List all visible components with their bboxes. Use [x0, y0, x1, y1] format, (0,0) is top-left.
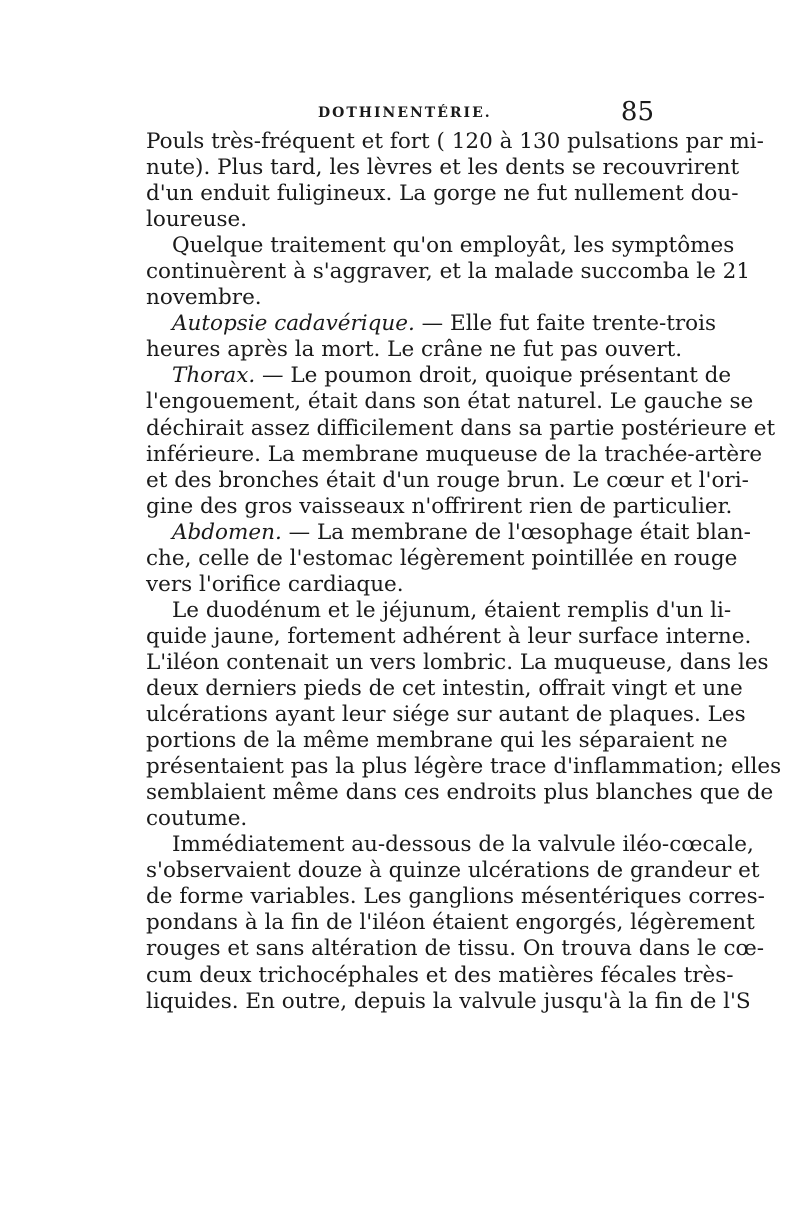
- text-line: Pouls très-fréquent et fort ( 120 à 130 pulsations par mi-: [146, 129, 764, 154]
- text-line: pondans à la fin de l'iléon étaient engorgés, légèrement: [146, 910, 755, 936]
- text-line: rouges et sans altération de tissu. On trouva dans le cœ-: [146, 936, 765, 962]
- page-number: 85: [620, 97, 654, 127]
- text-line: déchirait assez difficilement dans sa partie postérieure et: [146, 415, 776, 441]
- text-line: cum deux trichocéphales et des matières fécales très-: [146, 962, 734, 988]
- text-line: continuèrent à s'aggraver, et la malade succomba le 21: [146, 259, 751, 285]
- text-line: s'observaient douze à quinze ulcérations de grandeur et: [146, 858, 760, 884]
- running-title: DOTHINENTÉRIE.: [318, 105, 492, 121]
- section-heading: Autopsie cadavérique.: [172, 311, 415, 337]
- text-line: Le duodénum et le jéjunum, étaient remplis d'un li-: [172, 597, 732, 623]
- text-line: ulcérations ayant leur siége sur autant de plaques. Les: [146, 702, 746, 728]
- text-line: inférieure. La membrane muqueuse de la trachée-artère: [146, 441, 763, 467]
- text-line: heures après la mort. Le crâne ne fut pas ouvert.: [146, 337, 683, 363]
- text-line: deux derniers pieds de cet intestin, offrait vingt et une: [146, 675, 743, 701]
- text-line: gine des gros vaisseaux n'offrirent rien de particulier.: [146, 493, 733, 519]
- text-line: de forme variables. Les ganglions mésentériques corres-: [146, 884, 765, 910]
- text-line: et des bronches était d'un rouge brun. Le cœur et l'ori-: [146, 467, 749, 493]
- text-line: semblaient même dans ces endroits plus blanches que de: [146, 780, 774, 806]
- text-line: novembre.: [146, 285, 262, 311]
- text-line: Immédiatement au-dessous de la valvule iléo-cœcale,: [172, 832, 754, 858]
- text-line: quide jaune, fortement adhérent à leur surface interne.: [146, 623, 752, 649]
- text-line: coutume.: [146, 806, 248, 832]
- text-line-thorax: Thorax. — Le poumon droit, quoique présentant de: [172, 363, 732, 389]
- section-heading: Abdomen.: [172, 519, 282, 545]
- text-line: L'iléon contenait un vers lombric. La muqueuse, dans les: [146, 649, 769, 675]
- text-line-autopsie: Autopsie cadavérique. — Elle fut faite trente-trois: [172, 311, 717, 337]
- text-line: portions de la même membrane qui les séparaient ne: [146, 728, 728, 754]
- text-line: che, celle de l'estomac légèrement pointillée en rouge: [146, 545, 738, 571]
- text-line: Quelque traitement qu'on employât, les symptômes: [172, 233, 735, 259]
- text-line: d'un enduit fuligineux. La gorge ne fut nullement dou-: [146, 181, 739, 207]
- text-line: liquides. En outre, depuis la valvule jusqu'à la fin de l'S: [146, 988, 751, 1014]
- body-text: [146, 129, 782, 1015]
- text-line: loureuse.: [146, 207, 248, 233]
- section-heading: Thorax.: [172, 363, 256, 389]
- page-header: [146, 95, 654, 125]
- text-line: vers l'orifice cardiaque.: [146, 571, 404, 597]
- text-line: présentaient pas la plus légère trace d'inflammation; elles: [146, 754, 782, 780]
- text-line: nute). Plus tard, les lèvres et les dents se recouvrirent: [146, 155, 740, 181]
- text-line-abdomen: Abdomen. — La membrane de l'œsophage était blan-: [172, 519, 751, 545]
- text-line: l'engouement, était dans son état naturel. Le gauche se: [146, 389, 754, 415]
